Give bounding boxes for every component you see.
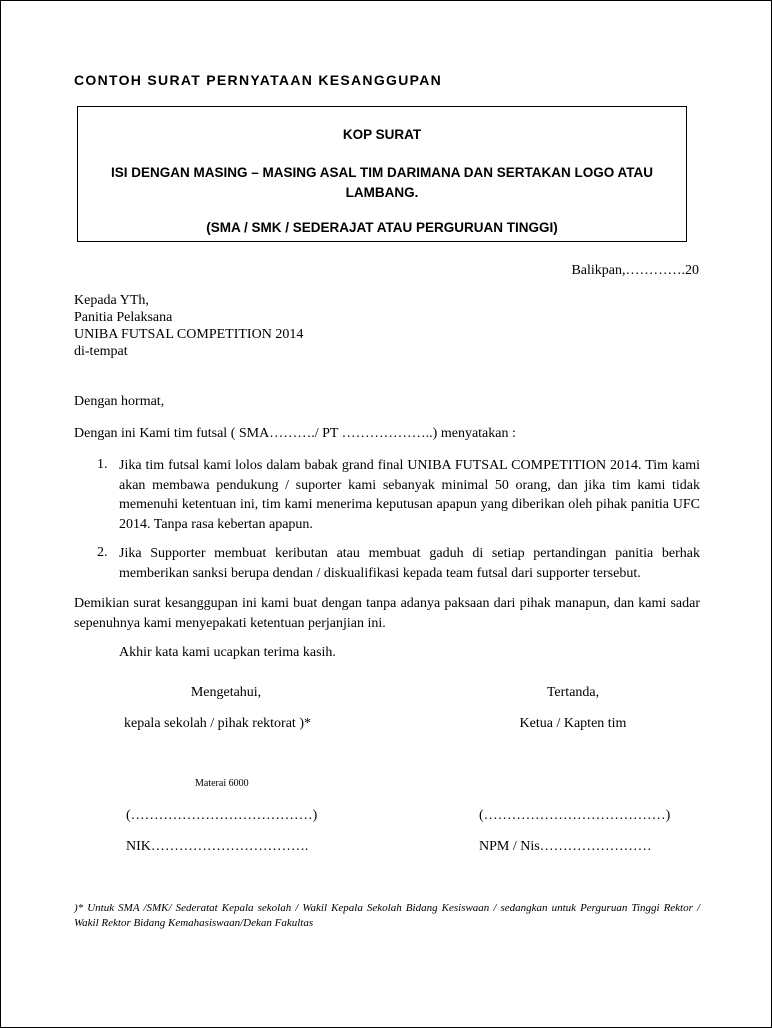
signature-right-id-line: NPM / Nis…………………… [479, 839, 652, 854]
letterhead-institution-type: (SMA / SMK / SEDERAJAT ATAU PERGURUAN TINGGI) [206, 220, 558, 235]
letterhead-box [77, 106, 687, 242]
signature-right-heading: Tertanda, [546, 685, 600, 700]
stamp-duty-label: Materai 6000 [195, 778, 249, 789]
signature-left-role: kepala sekolah / pihak rektorat )* [124, 716, 311, 731]
list-item-number: 2. [97, 545, 108, 560]
list-item-text: Jika tim futsal kami lolos dalam babak grand final UNIBA FUTSAL COMPETITION 2014. Tim kami akan membawa pendukung / suporter kami sebanyak minimal 50 orang, dan jika tim kami tidak memenuhi ketentuan ini, tim kami menerima keputusan apapun yang diberikan oleh pihak panitia UFC 2014. Tanpa rasa kebertan apapun. [119, 458, 700, 532]
document-title: CONTOH SURAT PERNYATAAN KESANGGUPAN [74, 72, 443, 88]
letterhead-heading: KOP SURAT [342, 127, 422, 142]
recipient-line-4: di-tempat [74, 344, 128, 359]
footnote: )* Untuk SMA /SMK/ Sederatat Kepala sekolah / Wakil Kepala Sekolah Bidang Kesiswaan / sedangkan untuk Perguruan Tinggi Rektor / Wakil Rektor Bidang Kemahasiswaan/Dekan Fakultas [74, 902, 700, 929]
thanks-line: Akhir kata kami ucapkan terima kasih. [119, 645, 336, 660]
list-item-number: 1. [97, 457, 108, 472]
recipient-line-3: UNIBA FUTSAL COMPETITION 2014 [74, 327, 304, 342]
signature-left-name-line: (…………………………………) [126, 808, 318, 823]
greeting: Dengan hormat, [74, 394, 165, 409]
signature-right-name-line: (…………………………………) [479, 808, 671, 823]
signature-left-heading: Mengetahui, [190, 685, 262, 700]
intro-statement: Dengan ini Kami tim futsal ( SMA………./ PT ………………..) menyatakan : [74, 426, 516, 441]
letterhead-instruction: ISI DENGAN MASING – MASING ASAL TIM DARIMANA DAN SERTAKAN LOGO ATAU LAMBANG. [111, 165, 653, 200]
recipient-line-1: Kepada YTh, [74, 293, 149, 308]
signature-left-id-line: NIK……………………………. [126, 839, 309, 854]
date-line: Balikpan,………….20 [571, 263, 699, 278]
recipient-line-2: Panitia Pelaksana [74, 310, 173, 325]
closing-paragraph: Demikian surat kesanggupan ini kami buat dengan tanpa adanya paksaan dari pihak manapun, dan kami sadar sepenuhnya kami menyepakati ketentuan perjanjian ini. [74, 596, 700, 631]
signature-right-role: Ketua / Kapten tim [519, 716, 627, 731]
list-item-text: Jika Supporter membuat keributan atau membuat gaduh di setiap pertandingan panitia berhak memberikan sanksi berupa dendan / diskualifikasi kepada team futsal dari supporter tersebut. [119, 546, 700, 581]
